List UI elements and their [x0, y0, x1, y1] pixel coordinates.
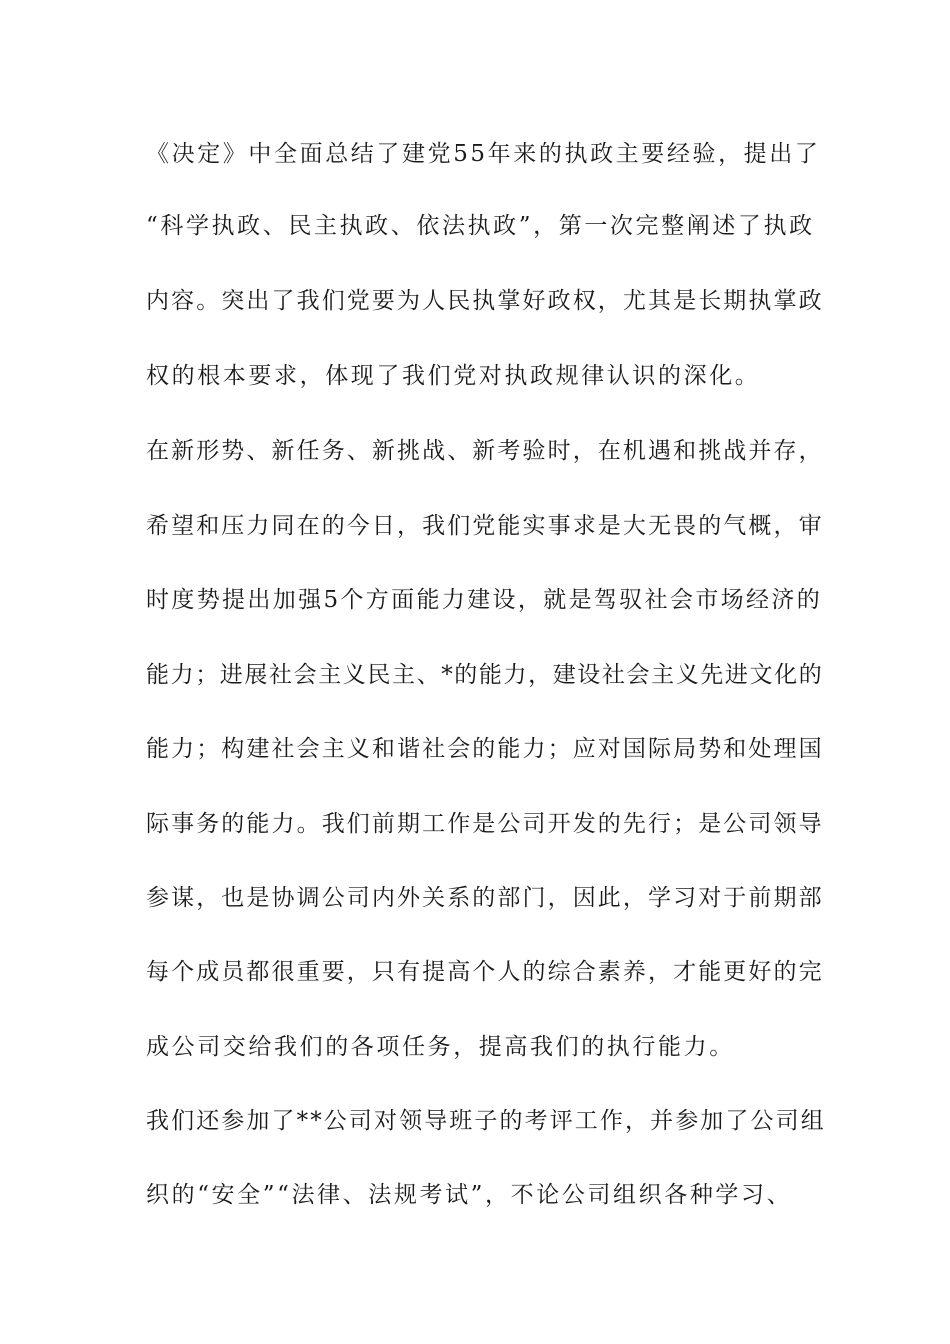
paragraph-2-line-8: 每个成员都很重要，只有提高个人的综合素养，才能更好的完: [146, 959, 824, 985]
paragraph-2-line-1: 在新形势、新任务、新挑战、新考验时，在机遇和挑战并存，: [146, 438, 824, 464]
paragraph-3-line-2: 织的“安全”“法律、法规考试”，不论公司组织各种学习、: [146, 1182, 793, 1208]
paragraph-1-line-4: 权的根本要求，体现了我们党对执政规律认识的深化。: [146, 363, 761, 389]
paragraph-2-line-6: 际事务的能力。我们前期工作是公司开发的先行；是公司领导: [146, 811, 824, 837]
paragraph-2-line-7: 参谋，也是协调公司内外关系的部门，因此，学习对于前期部: [146, 885, 824, 911]
paragraph-1-line-1: 《决定》中全面总结了建党55年来的执政主要经验，提出了: [146, 141, 821, 167]
paragraph-2-line-3: 时度势提出加强5个方面能力建设，就是驾驭社会市场经济的: [146, 587, 823, 613]
paragraph-2-line-4: 能力；进展社会主义民主、*的能力，建设社会主义先进文化的: [146, 662, 824, 688]
paragraph-2-line-5: 能力；构建社会主义和谐社会的能力；应对国际局势和处理国: [146, 736, 824, 762]
paragraph-1-line-2: “科学执政、民主执政、依法执政”，第一次完整阐述了执政: [146, 213, 815, 239]
paragraph-2-line-2: 希望和压力同在的今日，我们党能实事求是大无畏的气概，审: [146, 513, 824, 539]
paragraph-3-line-1: 我们还参加了**公司对领导班子的考评工作，并参加了公司组: [146, 1108, 826, 1134]
paragraph-1-line-3: 内容。突出了我们党要为人民执掌好政权，尤其是长期执掌政: [146, 288, 824, 314]
paragraph-2-line-9: 成公司交给我们的各项任务，提高我们的执行能力。: [146, 1034, 735, 1060]
